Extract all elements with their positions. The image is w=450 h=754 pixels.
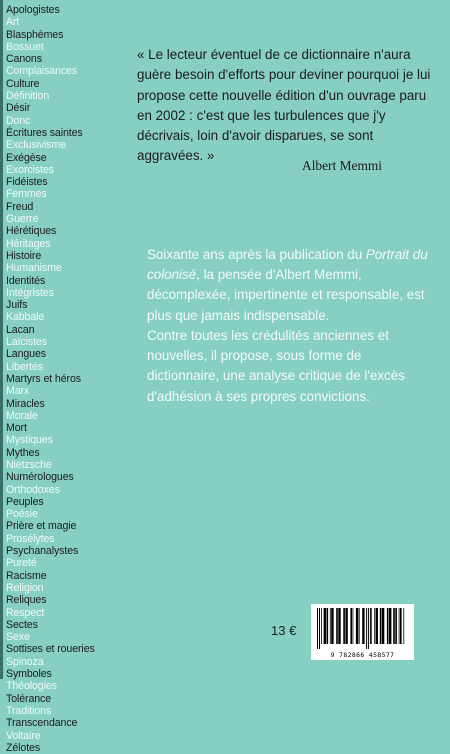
barcode-bar — [362, 608, 364, 644]
entry-word: Marx — [6, 385, 30, 398]
entry-word: Laïcistes — [6, 336, 47, 349]
entry-word: Mort — [6, 422, 27, 435]
barcode-bar — [400, 608, 402, 644]
entry-word: Racisme — [6, 569, 47, 582]
blurb-paragraph-1 — [147, 245, 437, 326]
barcode-bar — [353, 608, 354, 644]
barcode-bar — [370, 608, 372, 644]
barcode-guard-bar — [368, 608, 369, 649]
entry-word: Pureté — [6, 557, 37, 570]
entry-word: Sexe — [6, 631, 30, 644]
entry-word: Complaisances — [6, 65, 78, 78]
blurb-text-before-title: Soixante ans après la publication du — [147, 247, 366, 262]
entry-word: Exclusivisme — [6, 139, 67, 152]
isbn-digits: 9 782866 458577 — [330, 651, 395, 659]
entry-word: Symboles — [6, 668, 52, 681]
entry-word: Écritures saintes — [6, 126, 83, 139]
entry-word: Reliques — [6, 594, 47, 607]
entry-word: Femmes — [6, 188, 47, 201]
barcode-bar — [343, 608, 345, 644]
barcode-bar — [327, 608, 329, 644]
barcode-bar — [374, 608, 375, 644]
entry-word: Traditions — [6, 704, 52, 717]
entry-word: Art — [6, 16, 20, 29]
entry-word: Prosélytes — [6, 532, 55, 545]
entry-word: Guerre — [6, 213, 39, 226]
barcode-bar — [393, 608, 395, 644]
barcode-bar — [389, 608, 391, 644]
entry-word: Exorcistes — [6, 163, 54, 176]
barcode-bar — [399, 608, 400, 644]
entry-word: Voltaire — [6, 729, 41, 742]
entry-word: Mythes — [6, 446, 40, 459]
barcode-bar — [376, 608, 378, 644]
blurb-paragraph-2: Contre toutes les crédulités anciennes et nouvelles, il propose, sous forme de dictionnaire, une analyse critique de l'excès d'adhésion à ses propres convictions. — [147, 328, 405, 404]
entry-word: Sectes — [6, 618, 38, 631]
entry-word: Freud — [6, 200, 34, 213]
isbn-barcode — [311, 604, 414, 660]
entry-word: Lacan — [6, 323, 35, 336]
barcode-bars — [311, 604, 414, 650]
entry-word: Blasphèmes — [6, 28, 64, 41]
barcode-guard-bar — [366, 608, 367, 649]
entry-word: Culture — [6, 77, 40, 90]
entry-word: Martyrs et héros — [6, 372, 81, 385]
entry-word: Tolérance — [6, 692, 52, 705]
blurb-text-after-title: , la pensée d'Albert Memmi, décomplexée, impertinente et responsable, est plus que jamais indispensable. — [147, 267, 425, 323]
entry-word: Canons — [6, 53, 42, 66]
barcode-bar — [331, 608, 333, 644]
entry-word: Psychanalystes — [6, 545, 79, 558]
entry-word: Héritages — [6, 237, 51, 250]
barcode-bar — [324, 608, 326, 644]
barcode-bar — [345, 608, 347, 644]
entry-word: Kabbale — [6, 311, 45, 324]
barcode-bar — [321, 608, 322, 644]
quote-author: Albert Memmi — [302, 158, 382, 173]
entry-word: Zélotes — [6, 741, 41, 754]
barcode-bar — [359, 608, 360, 644]
entry-word: Exégèse — [6, 151, 47, 164]
entry-word: Apologistes — [6, 4, 60, 16]
barcode-guard-bar — [319, 608, 320, 649]
barcode-bar — [330, 608, 331, 644]
barcode-bar — [350, 608, 352, 644]
price-label: 13 € — [271, 623, 297, 638]
entry-word: Juifs — [6, 299, 28, 312]
entry-word: Libertés — [6, 360, 43, 373]
entry-word: Transcendance — [6, 717, 78, 730]
entry-word: Désir — [6, 102, 31, 115]
entry-word: Identités — [6, 274, 46, 287]
entry-word: Peuples — [6, 495, 44, 508]
entry-word: Théologies — [6, 680, 57, 693]
entry-word: Fidéistes — [6, 176, 48, 189]
entry-word: Orthodoxes — [6, 483, 60, 496]
entry-word: Spinoza — [6, 655, 44, 668]
entry-word: Prière et magie — [6, 520, 77, 533]
entry-word: Hérétiques — [6, 225, 57, 238]
barcode-bar — [338, 608, 340, 644]
entry-word: Donc — [6, 114, 31, 127]
book-title-reference: Portrait du colonisé — [147, 247, 428, 283]
entry-word: Religion — [6, 581, 44, 594]
entry-word: Morale — [6, 409, 38, 422]
barcode-bar — [387, 608, 389, 644]
barcode-bar — [395, 608, 397, 644]
barcode-bar — [356, 608, 358, 644]
barcode-bar — [380, 608, 382, 644]
entry-word: Histoire — [6, 249, 42, 262]
entry-word: Langues — [6, 348, 46, 361]
author-quote: « Le lecteur éventuel de ce dictionnaire n'aura guère besoin d'efforts pour deviner pourquoi je lui propose cette nouvelle édition d'un ouvrage paru en 2002 : c'est que les turbulences que j'y décrivais, loin d'avoir disparues, se sont aggravées. » — [137, 47, 431, 164]
barcode-bar — [382, 608, 384, 644]
barcode-bar — [336, 608, 338, 644]
entry-word: Humanisme — [6, 262, 62, 275]
barcode-guard-bar — [317, 608, 318, 649]
entry-word: Intégristes — [6, 286, 54, 299]
entry-word: Numérologues — [6, 471, 74, 484]
entry-word: Poésie — [6, 508, 38, 521]
entry-word: Définition — [6, 90, 50, 103]
entry-word: Miracles — [6, 397, 45, 410]
entry-word: Mystiques — [6, 434, 53, 447]
entry-word: Bossuet — [6, 40, 44, 53]
entry-word: Sottises et roueries — [6, 643, 95, 656]
entry-word: Respect — [6, 606, 45, 619]
barcode-bar — [403, 608, 404, 644]
spine-edge — [0, 0, 3, 679]
entry-word: Nietzsche — [6, 458, 52, 471]
dictionary-entry-list — [6, 4, 106, 754]
